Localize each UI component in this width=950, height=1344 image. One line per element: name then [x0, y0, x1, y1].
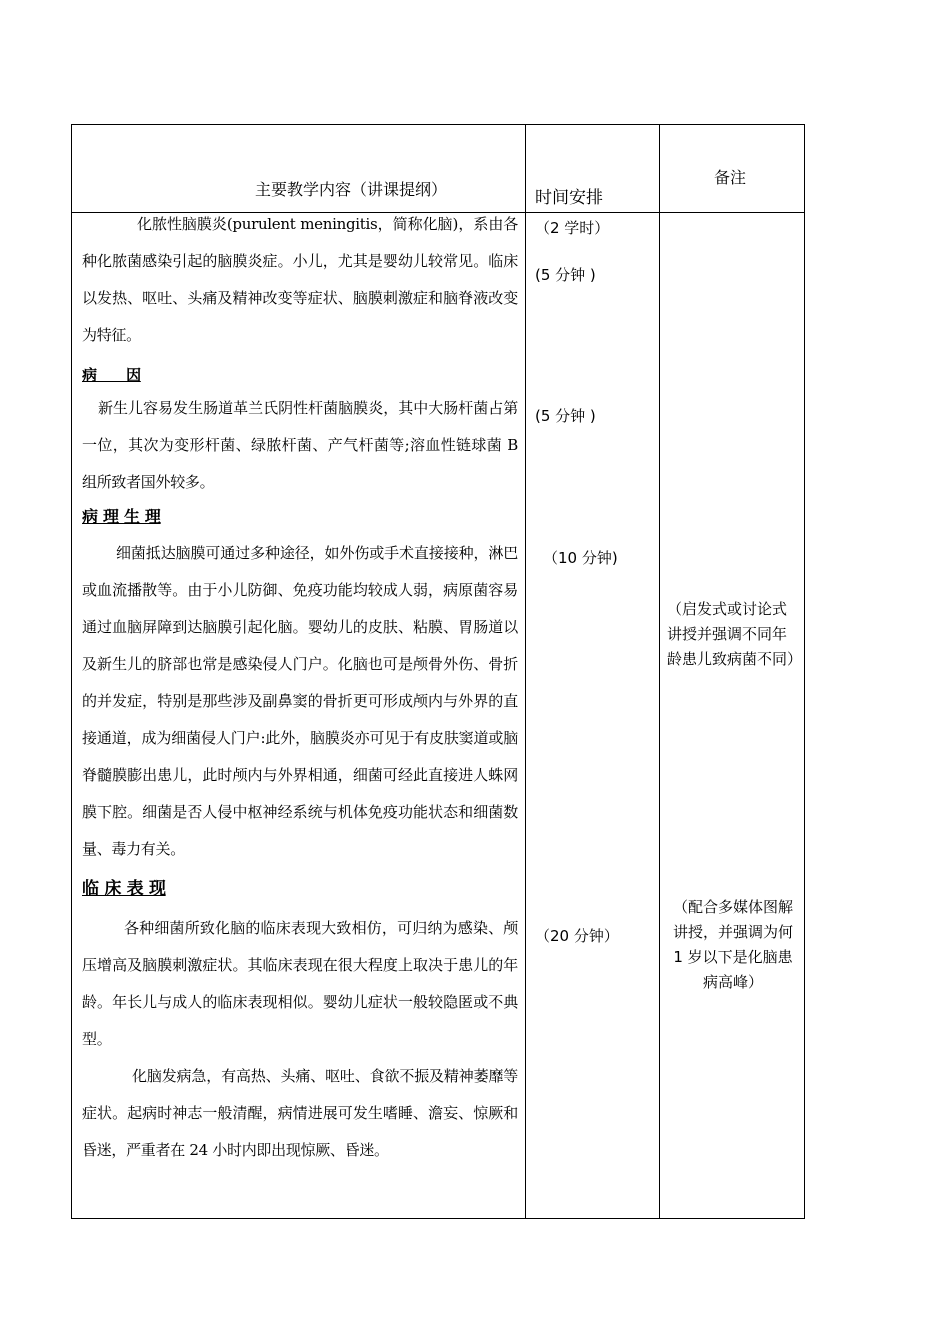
time-pathophysiology: （10 分钟)	[543, 549, 618, 567]
section-title-etiology: 病 因	[82, 366, 141, 384]
pathophysiology-paragraph: 细菌抵达脑膜可通过多种途径，如外伤或手术直接接种，淋巴或血流播散等。由于小儿防御、免疫功能均较成人弱，病原菌容易通过血脑屏障到达脑膜引起化脑。婴幼儿的皮肤、粘膜、胃肠道以及新生儿的脐部也常是感染侵人门户。化脑也可是颅骨外伤、骨折的并发症，特别是那些涉及副鼻窦的骨折更可形成颅内与外界的直接通道，成为细菌侵人门户:此外，脑膜炎亦可见于有皮肤窦道或脑脊髓膜膨出患儿，此时颅内与外界相通，细菌可经此直接进人蛛网膜下腔。细菌是否人侵中枢神经系统与机体免疫功能状态和细菌数量、毒力有关。	[82, 544, 518, 858]
column-divider	[659, 125, 660, 1218]
clinical-paragraph-1: 各种细菌所致化脑的临床表现大致相仿，可归纳为感染、颅压增高及脑膜刺激症状。其临床表现在很大程度上取决于患儿的年龄。年长儿与成人的临床表现相似。婴幼儿症状一般较隐匿或不典型。	[82, 919, 518, 1048]
column-divider	[525, 125, 526, 1218]
time-etiology: (5 分钟 )	[535, 407, 596, 425]
time-clinical: （20 分钟）	[535, 927, 619, 945]
header-content: 主要教学内容（讲课提纲）	[255, 180, 448, 199]
section-title-clinical: 临 床 表 现	[82, 879, 166, 899]
header-time: 时间安排	[535, 188, 603, 208]
etiology-paragraph: 新生儿容易发生肠道革兰氏阴性杆菌脑膜炎，其中大肠杆菌占第一位，其次为变形杆菌、绿脓杆菌、产气杆菌等;溶血性链球菌 B 组所致者国外较多。	[82, 399, 518, 491]
header-remarks: 备注	[714, 168, 747, 187]
remark-note-1: （启发式或讨论式讲授并强调不同年龄患儿致病菌不同）	[667, 600, 803, 668]
time-intro: (5 分钟 )	[535, 266, 596, 284]
remark-note-2: （配合多媒体图解讲授，并强调为何 1 岁以下是化脑患病高峰）	[672, 898, 793, 991]
clinical-paragraph-2: 化脑发病急，有高热、头痛、呕吐、食欲不振及精神萎靡等症状。起病时神志一般清醒，病情进展可发生嗜睡、澹妄、惊厥和昏迷，严重者在 24 小时内即出现惊厥、昏迷。	[82, 1067, 518, 1159]
intro-paragraph: 化脓性脑膜炎(purulent meningitis，简称化脑)，系由各种化脓菌感染引起的脑膜炎症。小儿，尤其是婴幼儿较常见。临床以发热、呕吐、头痛及精神改变等症状、脑膜刺激症和脑脊液改变为特征。	[82, 215, 518, 344]
content-column	[82, 213, 518, 1169]
lesson-plan-table	[71, 124, 805, 1219]
section-title-pathophysiology: 病 理 生 理	[82, 507, 161, 526]
time-total: （2 学时）	[535, 219, 610, 237]
